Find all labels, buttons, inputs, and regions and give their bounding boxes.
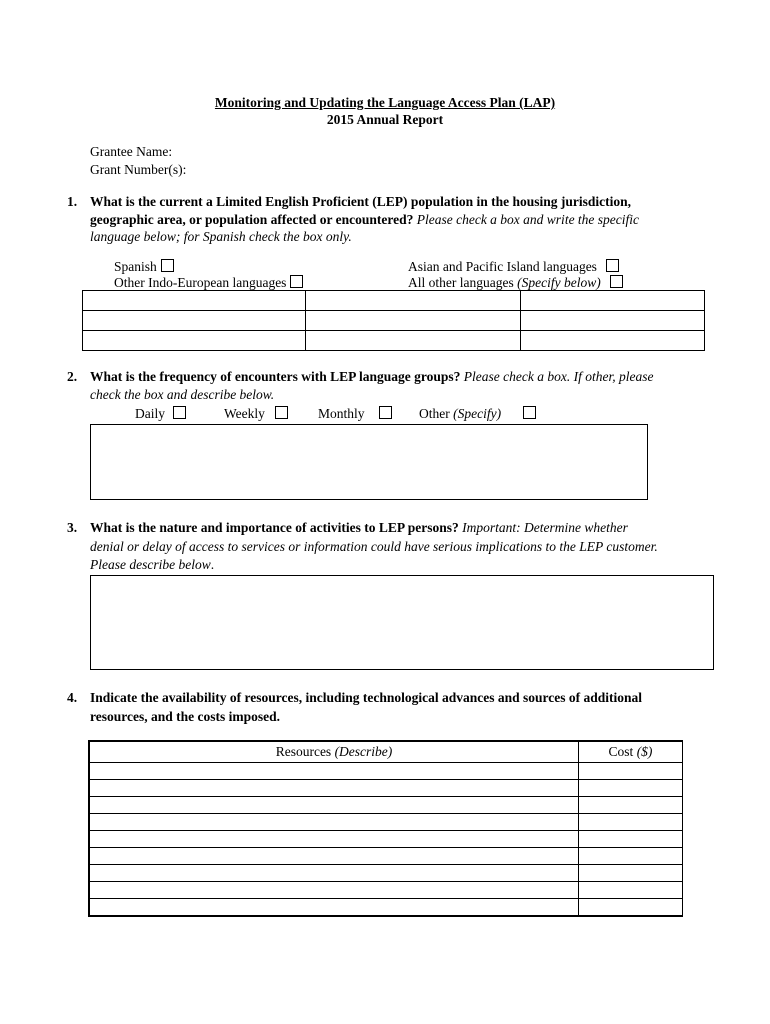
option-asian-pacific-label: Asian and Pacific Island languages bbox=[408, 259, 597, 274]
resources-header-label: Resources bbox=[275, 744, 335, 759]
language-cell[interactable] bbox=[83, 311, 306, 331]
activities-description-box[interactable] bbox=[90, 575, 714, 670]
q3-line2: denial or delay of access to services or information could have serious implications to the LEP customer. bbox=[90, 539, 658, 554]
asian-pacific-checkbox[interactable] bbox=[606, 259, 619, 272]
language-cell[interactable] bbox=[306, 311, 521, 331]
table-row bbox=[89, 831, 683, 848]
table-row bbox=[89, 780, 683, 797]
cost-cell[interactable] bbox=[579, 865, 683, 882]
all-other-checkbox[interactable] bbox=[610, 275, 623, 288]
q2-number: 2. bbox=[67, 369, 78, 384]
table-row bbox=[89, 882, 683, 899]
option-other-label: Other bbox=[419, 406, 454, 421]
language-cell[interactable] bbox=[521, 331, 705, 351]
weekly-checkbox[interactable] bbox=[275, 406, 288, 419]
q3-line3-end: . bbox=[210, 557, 215, 572]
resource-cell[interactable] bbox=[89, 882, 579, 899]
option-indo-european bbox=[114, 275, 303, 291]
cost-header-italic: ($) bbox=[636, 744, 653, 759]
option-asian-pacific bbox=[408, 259, 619, 275]
q3-line3 bbox=[90, 557, 214, 573]
language-cell[interactable] bbox=[83, 291, 306, 311]
option-weekly-label: Weekly bbox=[224, 406, 265, 421]
option-spanish bbox=[114, 259, 174, 275]
language-cell[interactable] bbox=[306, 331, 521, 351]
q1-line2 bbox=[90, 212, 639, 228]
language-table-row bbox=[83, 291, 705, 311]
q3-line1 bbox=[90, 520, 628, 536]
q1-line1: What is the current a Limited English Proficient (LEP) population in the housing jurisdiction, bbox=[90, 194, 632, 209]
option-all-other-italic: (Specify below) bbox=[517, 275, 601, 290]
cost-cell[interactable] bbox=[579, 814, 683, 831]
resource-cell[interactable] bbox=[89, 814, 579, 831]
q4-line1: Indicate the availability of resources, including technological advances and sources of additional bbox=[90, 690, 643, 705]
resource-cell[interactable] bbox=[89, 763, 579, 780]
grant-number-label: Grant Number(s): bbox=[90, 162, 187, 177]
resource-cell[interactable] bbox=[89, 865, 579, 882]
document-subtitle: 2015 Annual Report bbox=[326, 112, 444, 127]
cost-cell[interactable] bbox=[579, 831, 683, 848]
language-cell[interactable] bbox=[83, 331, 306, 351]
grantee-name-label: Grantee Name: bbox=[90, 144, 173, 159]
table-row bbox=[89, 763, 683, 780]
table-row bbox=[89, 848, 683, 865]
q3-line1-italic: Important: Determine whether bbox=[458, 520, 628, 535]
language-table bbox=[82, 290, 705, 351]
cost-header-label: Cost bbox=[608, 744, 637, 759]
resource-cell[interactable] bbox=[89, 848, 579, 865]
resource-cell[interactable] bbox=[89, 780, 579, 797]
q3-number: 3. bbox=[67, 520, 78, 535]
resource-cell[interactable] bbox=[89, 831, 579, 848]
cost-cell[interactable] bbox=[579, 797, 683, 814]
q2-line1-bold: What is the frequency of encounters with LEP language groups? bbox=[90, 369, 461, 384]
document-title: Monitoring and Updating the Language Access Plan (LAP) bbox=[214, 95, 556, 110]
option-other bbox=[419, 406, 536, 422]
resources-header-italic: (Describe) bbox=[334, 744, 393, 759]
option-other-italic: (Specify) bbox=[453, 406, 502, 421]
q1-line2-italic: Please check a box and write the specific bbox=[413, 212, 640, 227]
resource-cell[interactable] bbox=[89, 899, 579, 917]
cost-column-header bbox=[579, 741, 683, 763]
monthly-checkbox[interactable] bbox=[379, 406, 392, 419]
table-row bbox=[89, 814, 683, 831]
cost-cell[interactable] bbox=[579, 899, 683, 917]
option-monthly bbox=[318, 406, 392, 422]
language-table-row bbox=[83, 331, 705, 351]
table-row bbox=[89, 899, 683, 917]
option-monthly-label: Monthly bbox=[318, 406, 365, 421]
option-daily bbox=[135, 406, 186, 422]
option-spanish-label: Spanish bbox=[114, 259, 157, 274]
daily-checkbox[interactable] bbox=[173, 406, 186, 419]
option-all-other bbox=[408, 275, 623, 291]
language-table-row bbox=[83, 311, 705, 331]
resources-table-header bbox=[89, 741, 683, 763]
language-cell[interactable] bbox=[521, 311, 705, 331]
q4-line2: resources, and the costs imposed. bbox=[90, 709, 281, 724]
spanish-checkbox[interactable] bbox=[161, 259, 174, 272]
other-checkbox[interactable] bbox=[523, 406, 536, 419]
option-indo-european-label: Other Indo-European languages bbox=[114, 275, 287, 290]
indo-european-checkbox[interactable] bbox=[290, 275, 303, 288]
q3-line1-bold: What is the nature and importance of activities to LEP persons? bbox=[90, 520, 459, 535]
q1-line2-bold: geographic area, or population affected or encountered? bbox=[90, 212, 414, 227]
resources-table bbox=[88, 740, 683, 917]
q4-number: 4. bbox=[67, 690, 78, 705]
language-cell[interactable] bbox=[306, 291, 521, 311]
option-weekly bbox=[224, 406, 288, 422]
language-cell[interactable] bbox=[521, 291, 705, 311]
table-row bbox=[89, 865, 683, 882]
q2-line1 bbox=[90, 369, 653, 385]
resources-column-header bbox=[89, 741, 579, 763]
cost-cell[interactable] bbox=[579, 882, 683, 899]
q1-line3: language below; for Spanish check the box only. bbox=[90, 229, 352, 244]
q1-number: 1. bbox=[67, 194, 78, 209]
option-daily-label: Daily bbox=[135, 406, 165, 421]
table-row bbox=[89, 797, 683, 814]
frequency-description-box[interactable] bbox=[90, 424, 648, 500]
q3-line3-italic: Please describe below bbox=[90, 557, 211, 572]
resource-cell[interactable] bbox=[89, 797, 579, 814]
cost-cell[interactable] bbox=[579, 848, 683, 865]
option-all-other-label: All other languages bbox=[408, 275, 518, 290]
q2-line2: check the box and describe below. bbox=[90, 387, 275, 402]
cost-cell[interactable] bbox=[579, 763, 683, 780]
cost-cell[interactable] bbox=[579, 780, 683, 797]
q2-line1-italic: Please check a box. If other, please bbox=[460, 369, 654, 384]
